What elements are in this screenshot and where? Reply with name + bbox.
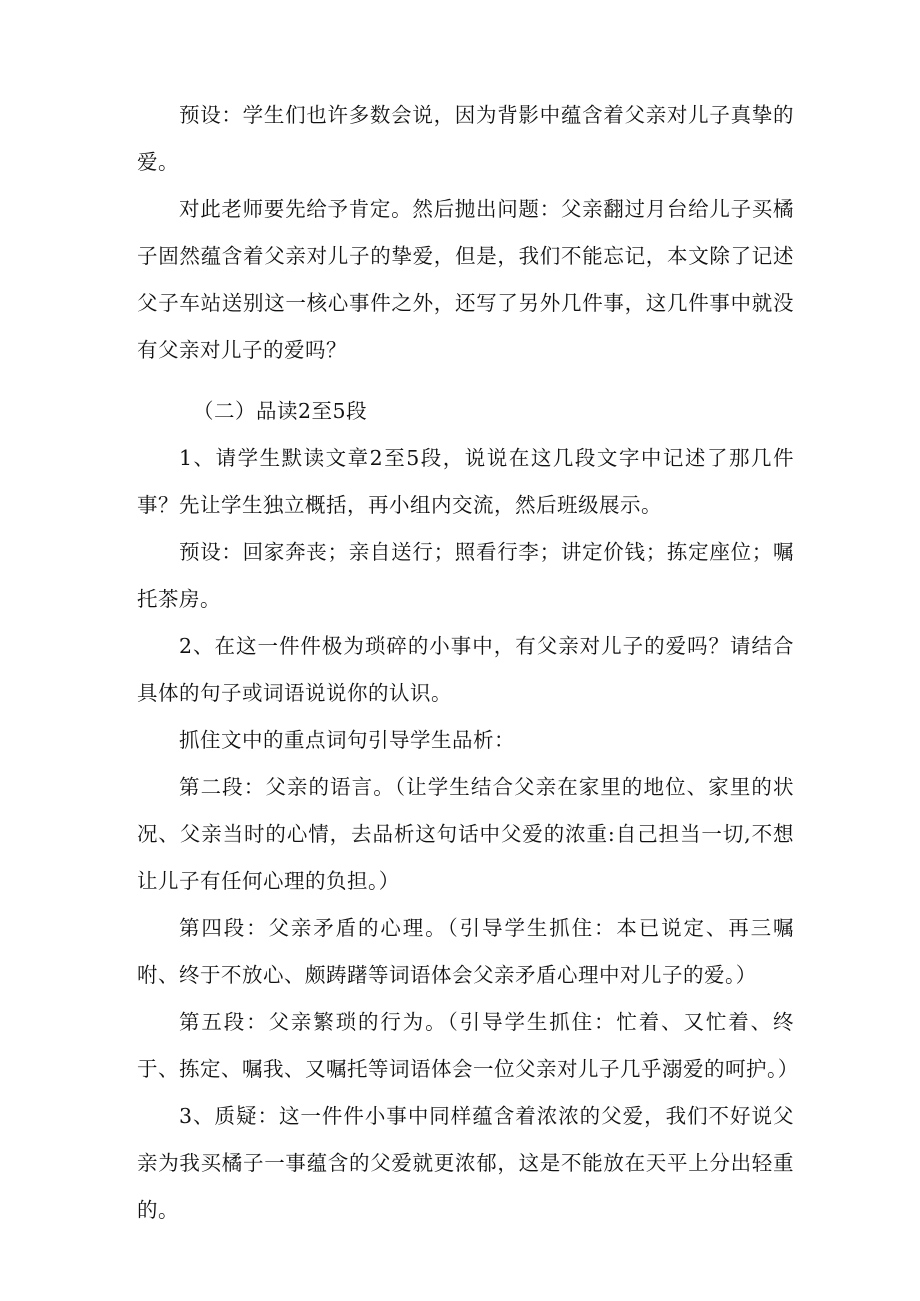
paragraph-preset-events: 预设：回家奔丧；亲自送行；照看行李；讲定价钱；拣定座位；嘱托茶房。 xyxy=(137,540,794,611)
paragraph-section-5: 第五段：父亲繁琐的行为。（引导学生抓住：忙着、又忙着、终于、拣定、嘱我、又嘱托等词语体会一位父亲对儿子几乎溺爱的呵护。） xyxy=(137,1010,799,1081)
paragraph-section-4: 第四段：父亲矛盾的心理。（引导学生抓住：本已说定、再三嘱咐、终于不放心、颇踌躇等词语体会父亲矛盾心理中对儿子的爱。） xyxy=(137,916,794,987)
section-heading: （二）品读2至5段 xyxy=(193,399,368,423)
paragraph-section-2: 第二段：父亲的语言。（让学生结合父亲在家里的地位、家里的状况、父亲当时的心情，去品析这句话中父爱的浓重:自己担当一切,不想让儿子有任何心理的负担。） xyxy=(137,775,794,893)
paragraph-step-3: 3、质疑：这一件件小事中同样蕴含着浓浓的父爱，我们不好说父亲为我买橘子一事蕴含的父爱就更浓郁，这是不能放在天平上分出轻重的。 xyxy=(137,1104,794,1222)
paragraph-preset-answer: 预设：学生们也许多数会说，因为背影中蕴含着父亲对儿子真挚的爱。 xyxy=(137,103,794,174)
paragraph-guide-intro: 抓住文中的重点词句引导学生品析： xyxy=(179,728,515,752)
document-body xyxy=(137,92,799,1234)
paragraph-teacher-question: 对此老师要先给予肯定。然后抛出问题：父亲翻过月台给儿子买橘子固然蕴含着父亲对儿子的挚爱，但是，我们不能忘记，本文除了记述父子车站送别这一核心事件之外，还写了另外几件事，这几件事中就没有父亲对儿子的爱吗？ xyxy=(137,197,794,362)
paragraph-step-2: 2、在这一件件极为琐碎的小事中，有父亲对儿子的爱吗？请结合具体的句子或词语说说你的认识。 xyxy=(137,634,794,705)
paragraph-step-1: 1、请学生默读文章2至5段，说说在这几段文字中记述了那几件事？先让学生独立概括，再小组内交流，然后班级展示。 xyxy=(137,446,794,517)
